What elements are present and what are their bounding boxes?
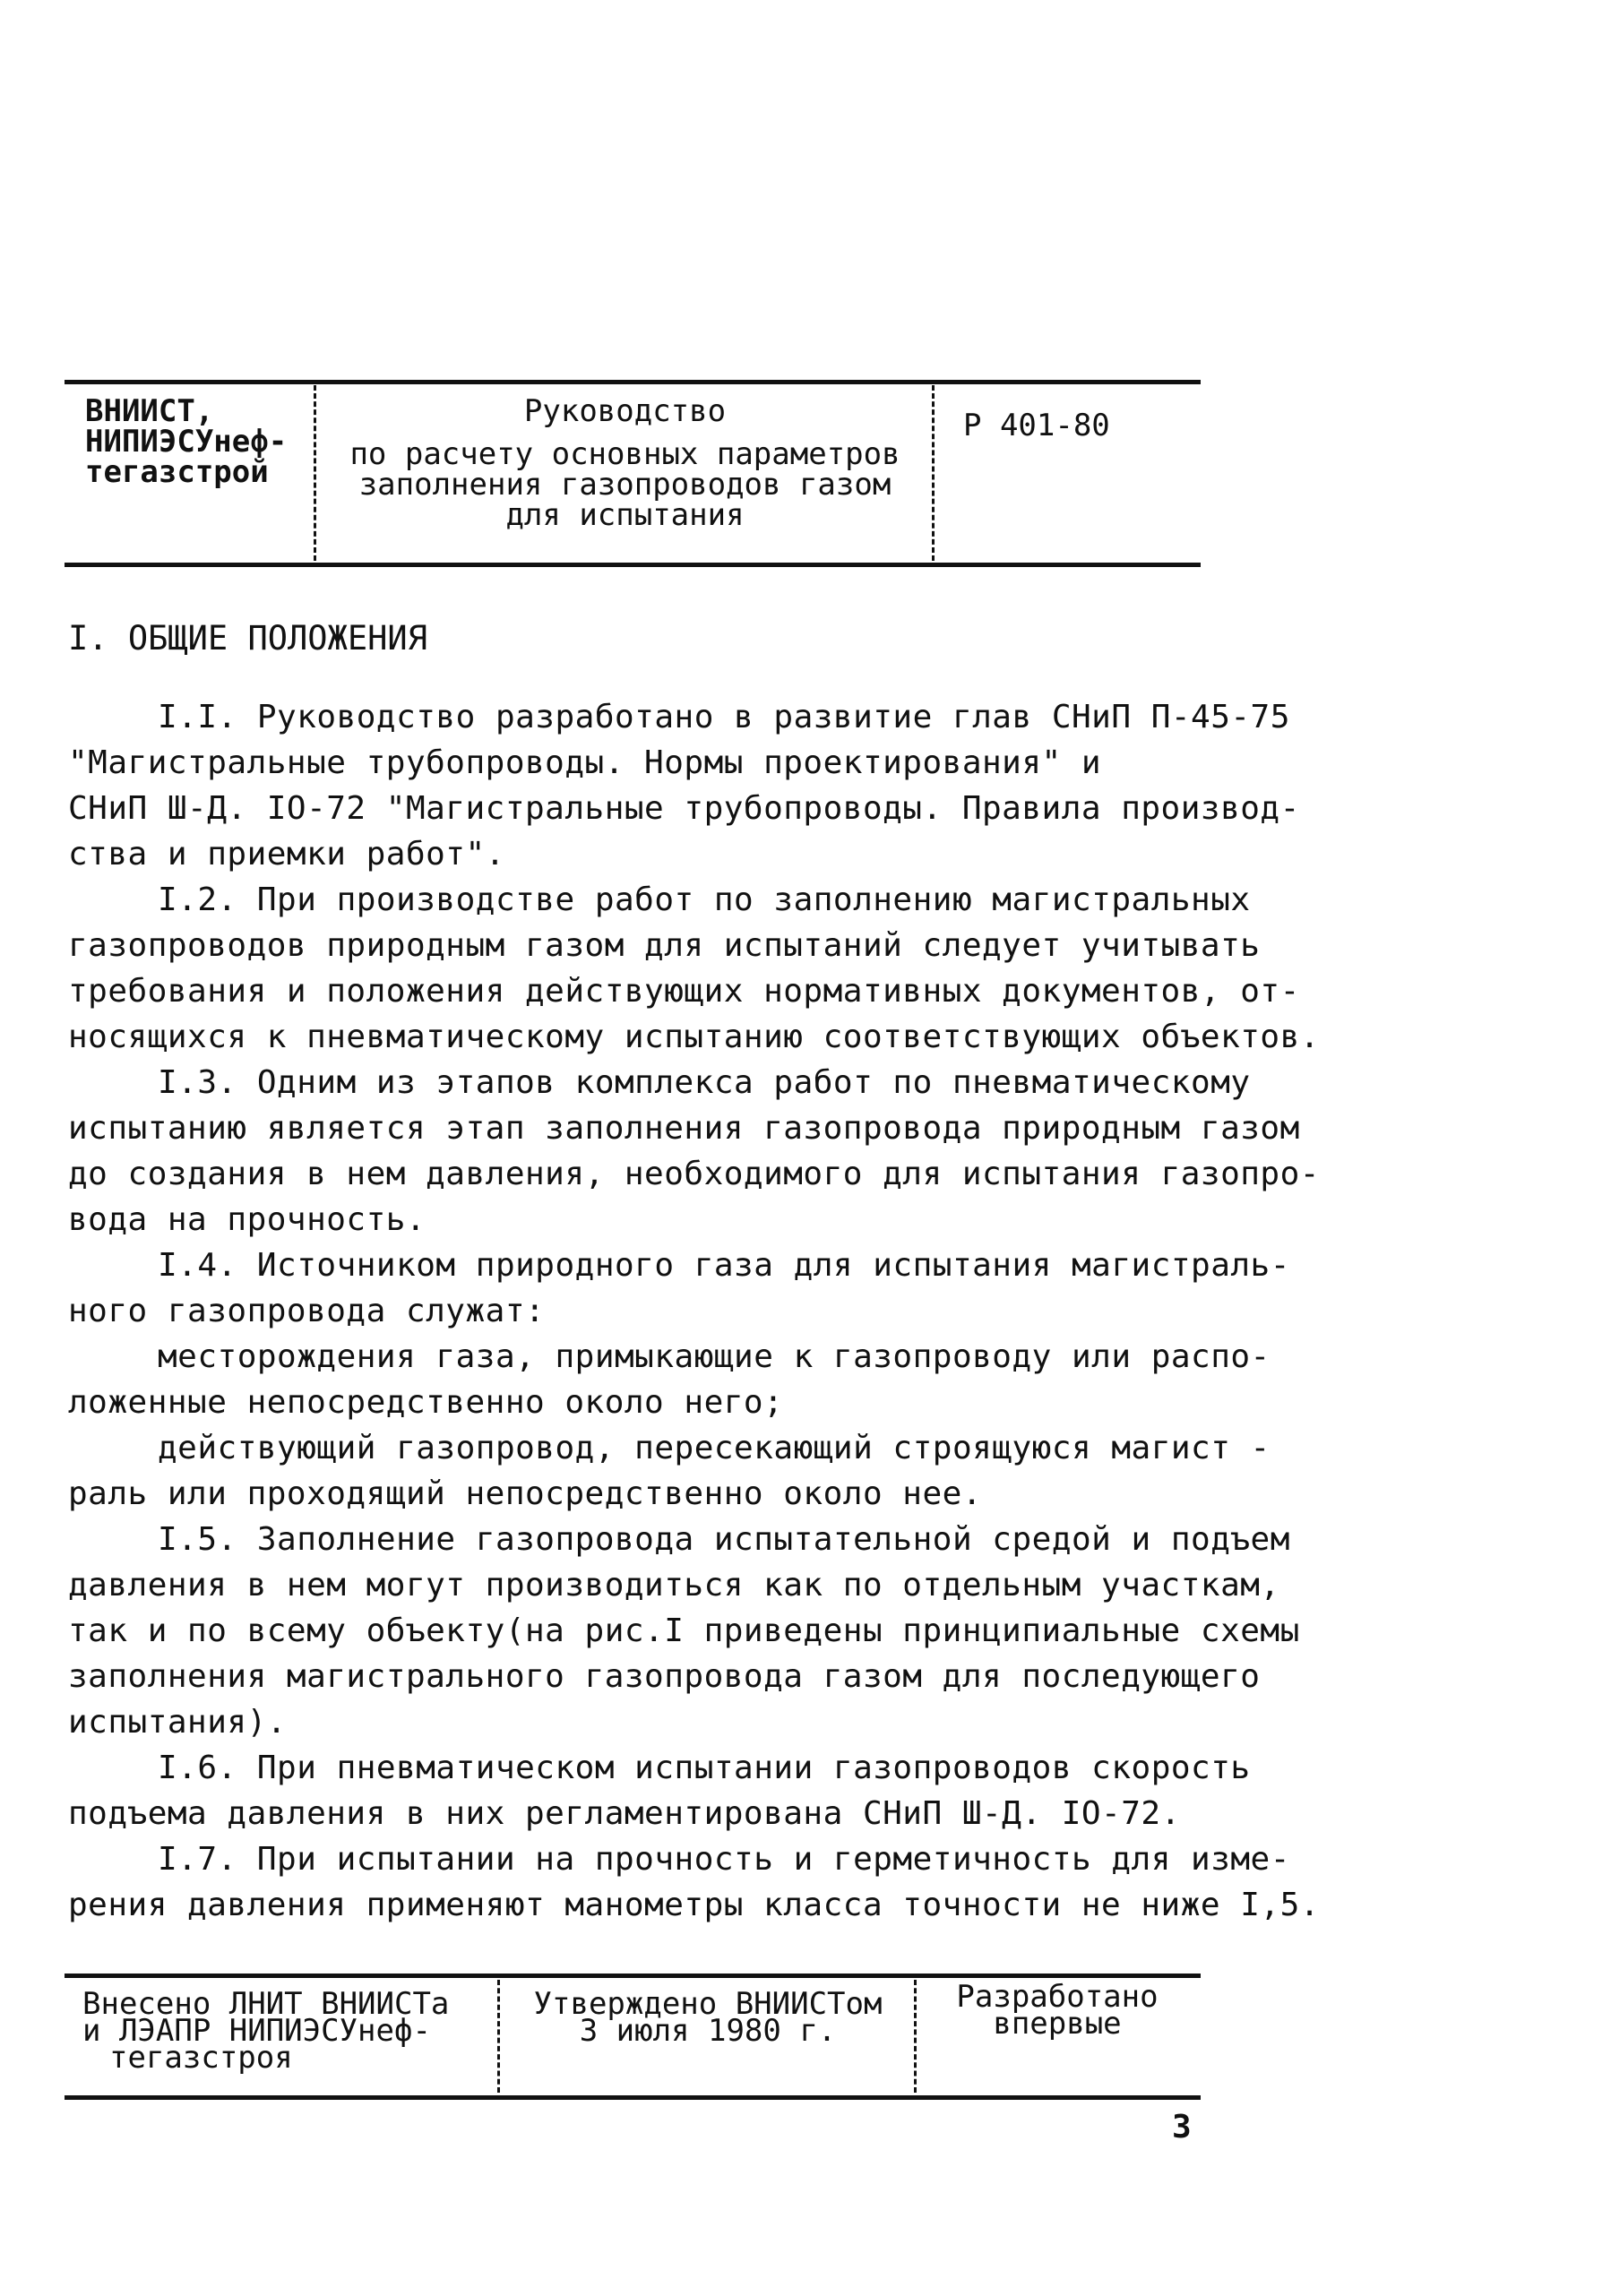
body-line: I.6. При пневматическом испытании газопроводов скорость: [158, 1750, 1251, 1786]
body-line: "Магистральные трубопроводы. Нормы проектирования" и: [68, 744, 1102, 781]
section-heading: I. ОБЩИЕ ПОЛОЖЕНИЯ: [68, 619, 427, 658]
page-number: 3: [1172, 2109, 1192, 2146]
body-line: до создания в нем давления, необходимого для испытания газопро-: [68, 1156, 1320, 1192]
body-line: заполнения магистрального газопровода газом для последующего: [68, 1658, 1261, 1695]
header-title-line: по расчету основных параметров: [349, 436, 900, 472]
body-line: ложенные непосредственно около него;: [68, 1384, 784, 1421]
body-line: ного газопровода служат:: [68, 1293, 546, 1329]
footer-bottom-rule: [65, 2095, 1201, 2100]
body-line: СНиП Ш-Д. IO-72 "Магистральные трубопроводы. Правила производ-: [68, 790, 1300, 827]
body-text: [68, 694, 1320, 1928]
footer-submitted: [82, 1986, 495, 2076]
body-line: I.3. Одним из этапов комплекса работ по пневматическому: [158, 1064, 1251, 1101]
footer-developed: [923, 1979, 1192, 2042]
footer-approved-line: Утверждено ВНИИСТом: [533, 1986, 883, 2022]
body-line: испытания).: [68, 1704, 287, 1741]
body-line: носящихся к пневматическому испытанию соответствующих объектов.: [68, 1019, 1320, 1055]
header-top-rule: [65, 380, 1201, 384]
header-separator-1: [314, 385, 316, 561]
body-line: ства и приемки работ".: [68, 836, 505, 873]
header-org: [85, 393, 309, 490]
doc-code: Р 401-80: [963, 408, 1110, 443]
body-line: давления в нем могут производиться как по отдельным участкам,: [68, 1567, 1280, 1604]
body-line: I.5. Заполнение газопровода испытательной средой и подъем: [158, 1521, 1290, 1558]
footer-approved: [506, 1986, 909, 2049]
body-line: I.2. При производстве работ по заполнению магистральных: [158, 881, 1251, 918]
body-line: вода на прочность.: [68, 1201, 426, 1238]
footer-separator-1: [497, 1980, 500, 2093]
footer-separator-2: [914, 1980, 917, 2093]
body-line: газопроводов природным газом для испытаний следует учитывать: [68, 927, 1261, 964]
header-separator-2: [932, 385, 935, 561]
footer-developed-line: впервые: [993, 2006, 1122, 2042]
body-line: испытанию является этап заполнения газопровода природным газом: [68, 1110, 1300, 1147]
body-line: так и по всему объекту(на рис.I приведены принципиальные схемы: [68, 1612, 1300, 1649]
body-line: действующий газопровод, пересекающий строящуюся магист -: [158, 1430, 1271, 1466]
body-line: I.I. Руководство разработано в развитие глав СНиП П-45-75: [158, 699, 1290, 735]
header-title-line: для испытания: [505, 497, 745, 533]
body-line: раль или проходящий непосредственно около нее.: [68, 1475, 982, 1512]
header-org-line: ВНИИСТ,: [85, 393, 214, 429]
footer-top-rule: [65, 1974, 1201, 1978]
body-line: I.7. При испытании на прочность и герметичность для изме-: [158, 1841, 1290, 1878]
header-org-line: НИПИЭСУнеф-: [85, 424, 288, 460]
body-line: I.4. Источником природного газа для испытания магистраль-: [158, 1247, 1290, 1284]
body-line: требования и положения действующих нормативных документов, от-: [68, 973, 1300, 1010]
footer-submitted-line: тегазстроя: [109, 2040, 293, 2076]
body-line: месторождения газа, примыкающие к газопроводу или распо-: [158, 1338, 1271, 1375]
header-title-line: заполнения газопроводов газом: [358, 467, 892, 503]
footer-submitted-line: и ЛЭАПР НИПИЭСУнеф-: [82, 2013, 431, 2049]
footer-approved-line: 3 июля 1980 г.: [579, 2013, 837, 2049]
header-title-line: Руководство: [523, 393, 727, 429]
header-bottom-rule: [65, 563, 1201, 567]
body-line: рения давления применяют манометры класса точности не ниже I,5.: [68, 1887, 1320, 1923]
footer-submitted-line: Внесено ЛНИТ ВНИИСТа: [82, 1986, 450, 2022]
footer-developed-line: Разработано: [956, 1979, 1159, 2015]
body-line: подъема давления в них регламентирована СНиП Ш-Д. IO-72.: [68, 1795, 1181, 1832]
header-org-line: тегазстрой: [85, 454, 269, 490]
header-title: [327, 393, 923, 533]
